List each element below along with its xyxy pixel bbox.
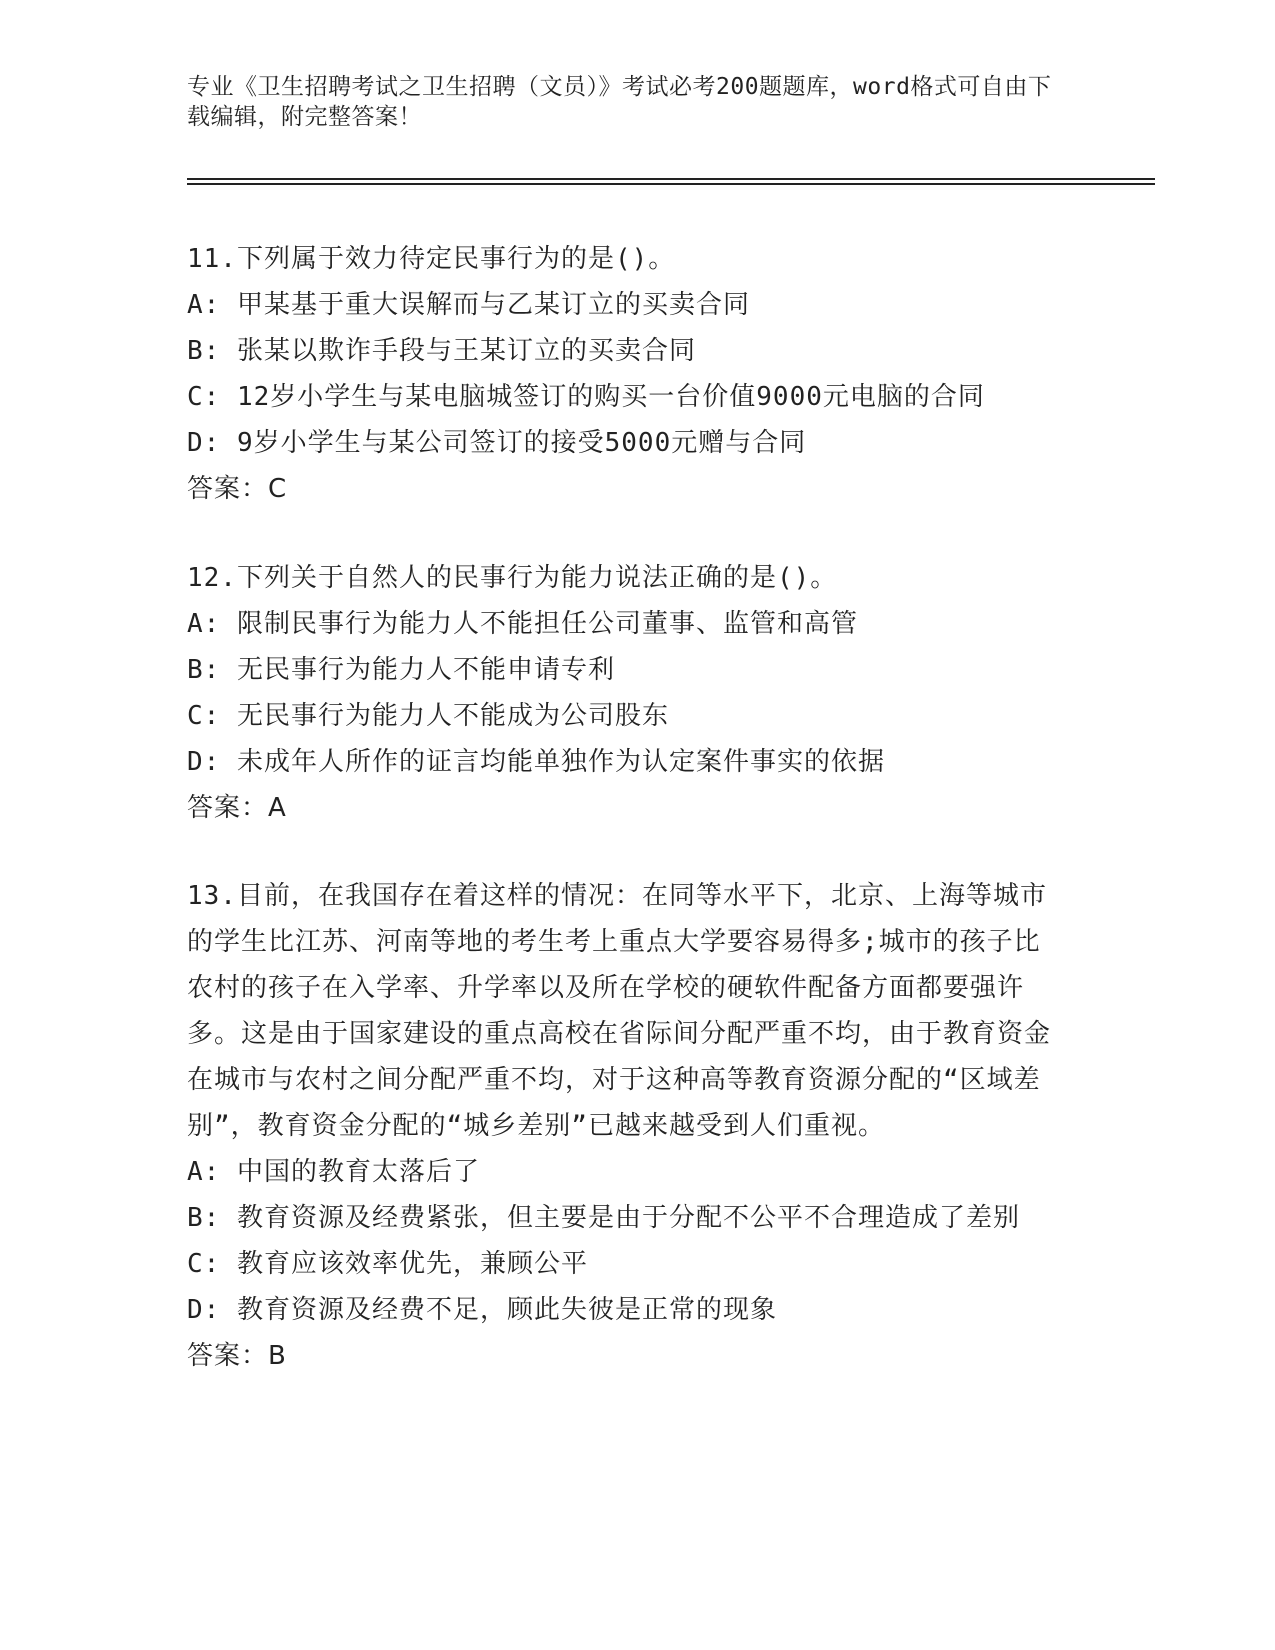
option-c: C: 无民事行为能力人不能成为公司股东 (187, 701, 669, 731)
option-a: A: 限制民事行为能力人不能担任公司董事、监管和高管 (187, 609, 858, 639)
option-b: B: 无民事行为能力人不能申请专利 (187, 655, 615, 685)
option-a: A: 甲某基于重大误解而与乙某订立的买卖合同 (187, 290, 750, 320)
question-12 (187, 555, 1087, 831)
answer-line: 答案：C (187, 474, 288, 504)
answer-line: 答案：B (187, 1341, 287, 1371)
header-divider-top (187, 178, 1155, 180)
option-c: C: 教育应该效率优先，兼顾公平 (187, 1249, 588, 1279)
option-b: B: 张某以欺诈手段与王某订立的买卖合同 (187, 336, 696, 366)
question-11 (187, 236, 1087, 512)
option-d: D: 未成年人所作的证言均能单独作为认定案件事实的依据 (187, 747, 885, 777)
question-stem: 13.目前，在我国存在着这样的情况：在同等水平下，北京、上海等城市的学生比江苏、河南等地的考生考上重点大学要容易得多;城市的孩子比农村的孩子在入学率、升学率以及所在学校的硬软件配备方面都要强许多。这是由于国家建设的重点高校在省际间分配严重不均，由于教育资金在城市与农村之间分配严重不均，对于这种高等教育资源分配的“区域差别”，教育资金分配的“城乡差别”已越来越受到人们重视。 (187, 881, 1052, 1141)
answer-line: 答案：A (187, 793, 287, 823)
question-stem: 12.下列关于自然人的民事行为能力说法正确的是()。 (187, 563, 838, 593)
header-divider-bottom (187, 183, 1155, 185)
question-13 (187, 873, 1087, 1379)
option-c: C: 12岁小学生与某电脑城签订的购买一台价值9000元电脑的合同 (187, 382, 985, 412)
header-intro: 专业《卫生招聘考试之卫生招聘（文员）》考试必考200题题库，word格式可自由下载编辑，附完整答案！ (187, 74, 1052, 130)
option-a: A: 中国的教育太落后了 (187, 1157, 480, 1187)
option-d: D: 教育资源及经费不足，顾此失彼是正常的现象 (187, 1295, 777, 1325)
question-stem: 11.下列属于效力待定民事行为的是()。 (187, 244, 676, 274)
option-d: D: 9岁小学生与某公司签订的接受5000元赠与合同 (187, 428, 807, 458)
option-b: B: 教育资源及经费紧张，但主要是由于分配不公平不合理造成了差别 (187, 1203, 1020, 1233)
